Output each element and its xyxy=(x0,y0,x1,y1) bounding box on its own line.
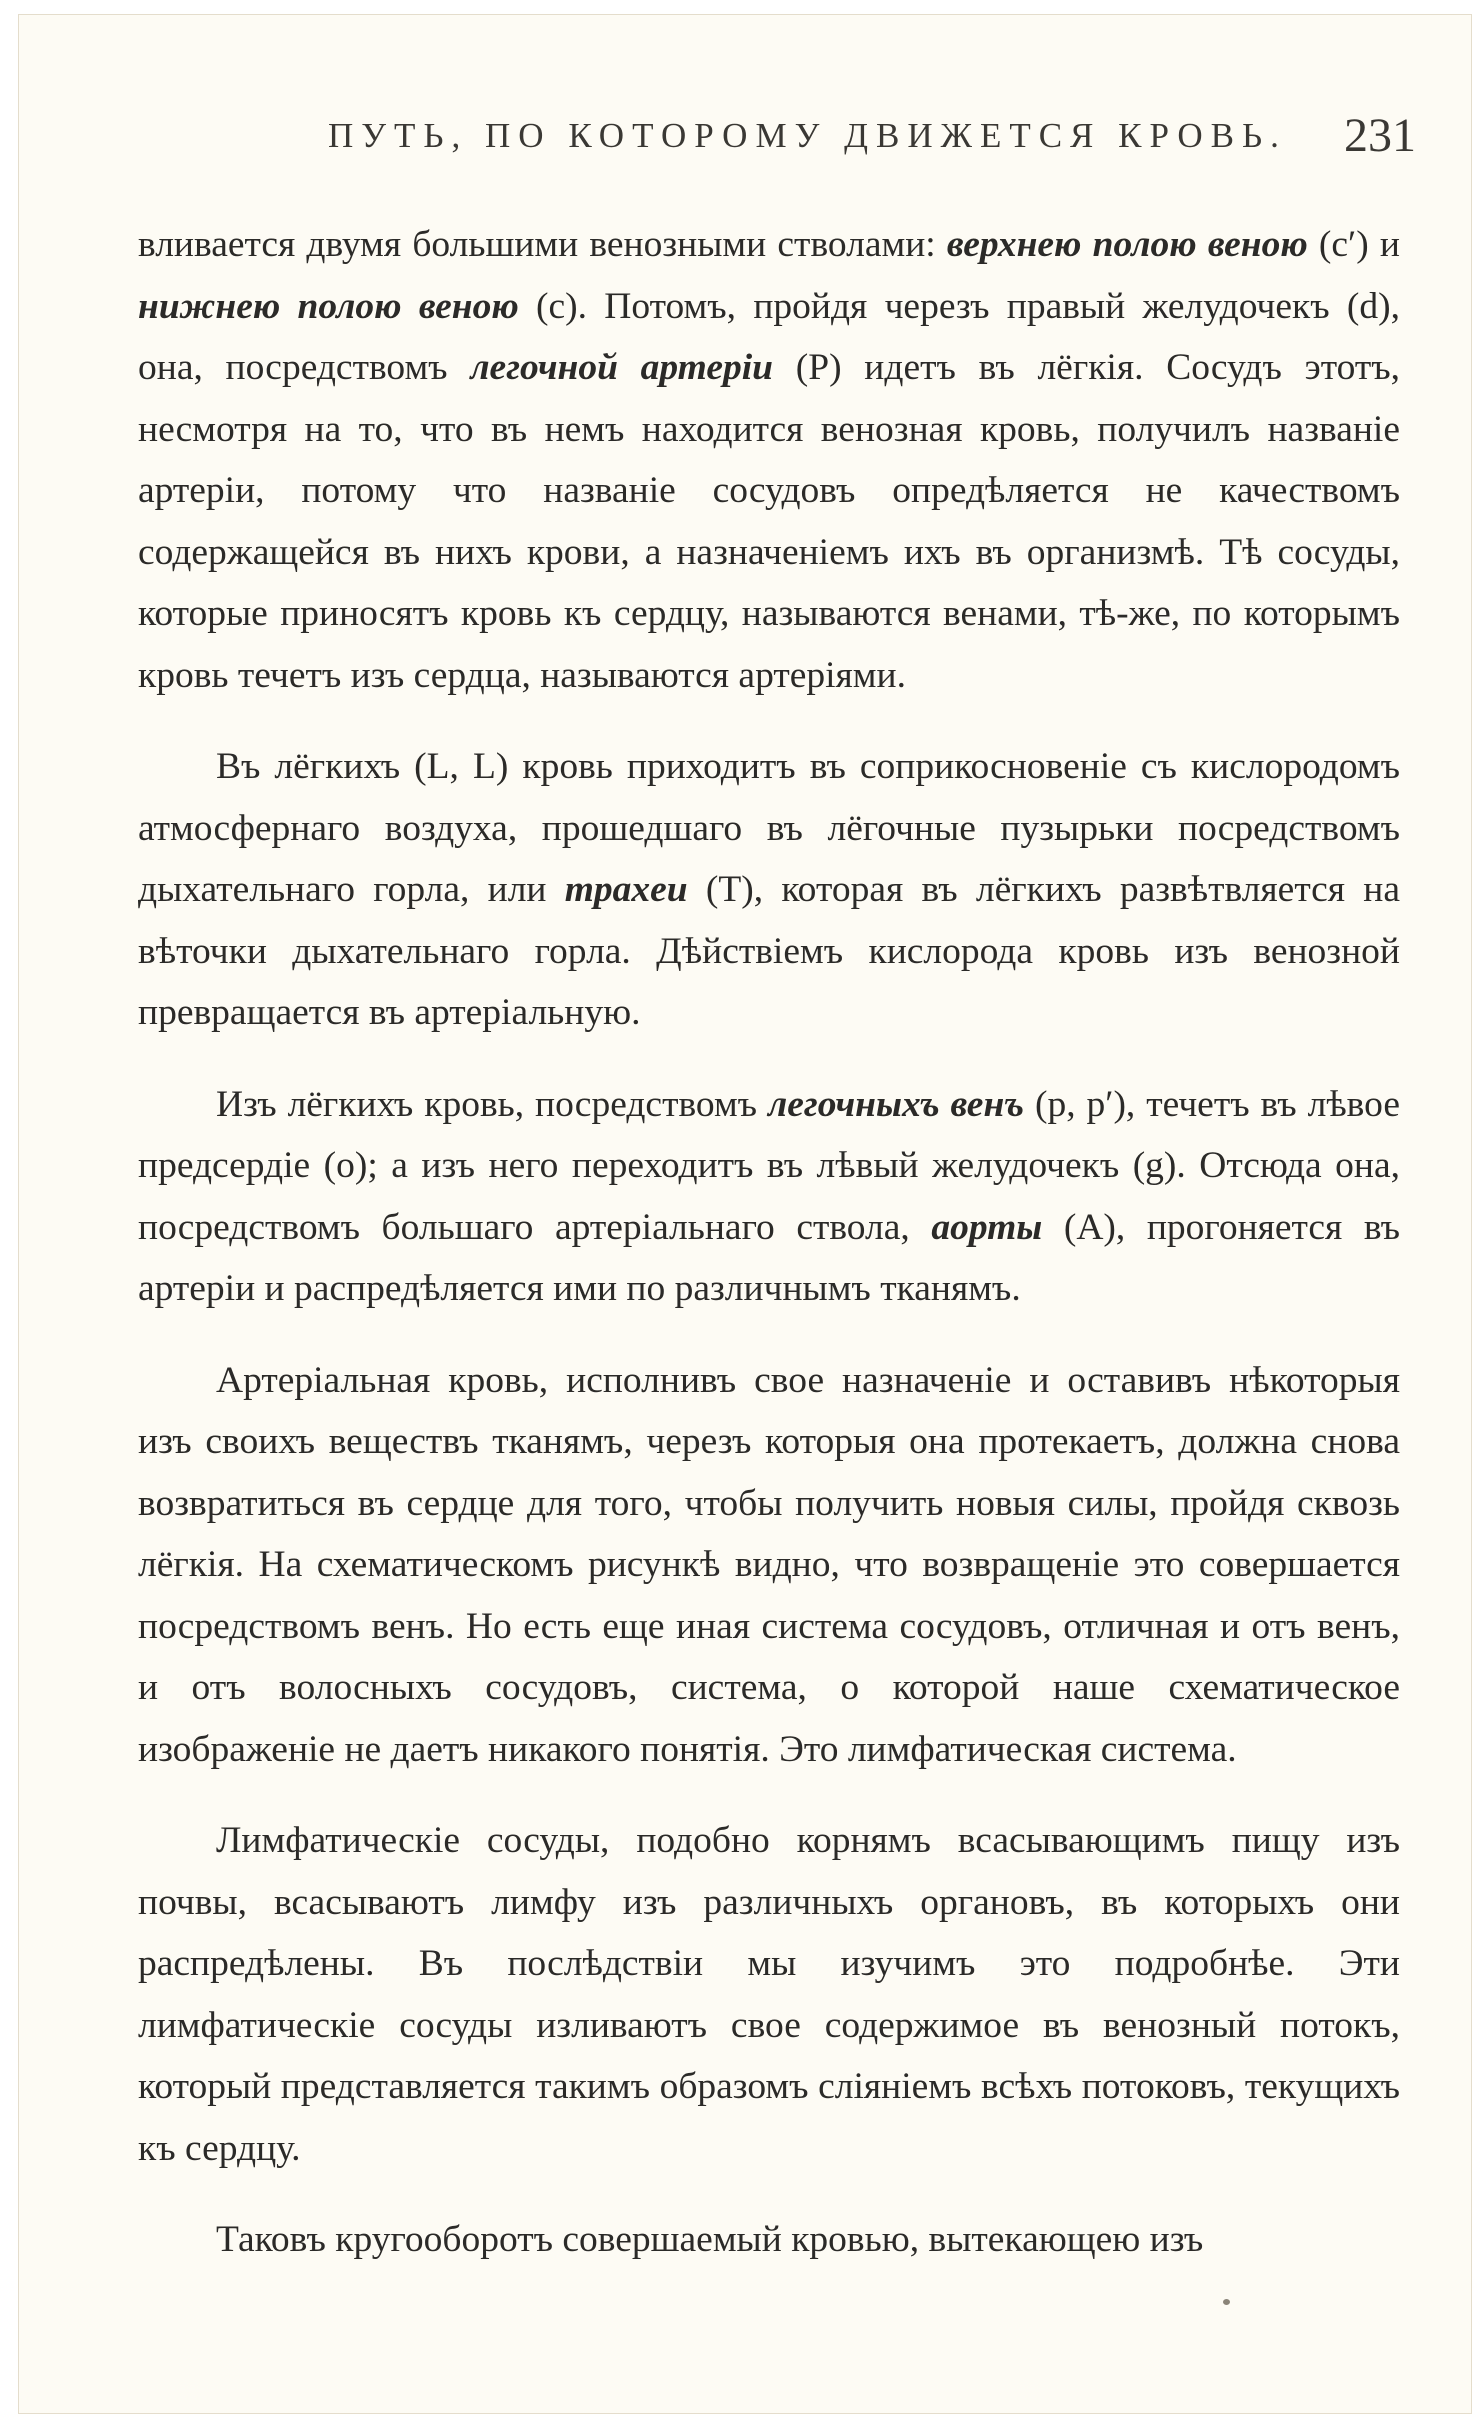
text-run: Въ лёгкихъ (L, L) кровь приходитъ въ соприкосновеніе съ кислородомъ атмосфернаго воздуха, прошедшаго въ лёгочные пузырьки посредствомъ дыхательнаго горла, или xyxy=(138,746,1400,910)
paragraph-3 xyxy=(138,1074,1400,1320)
page-header xyxy=(328,108,1416,168)
text-run: (c). Потомъ, пройдя черезъ правый желудочекъ (d), она, посредствомъ xyxy=(138,285,1400,388)
text-run: Таковъ кругооборотъ совершаемый кровью, вытекающею изъ xyxy=(216,2219,1204,2260)
term-pulmonary-artery: легочной артеріи xyxy=(470,347,774,388)
term-trachea: трахеи xyxy=(564,869,688,910)
text-run: (c′) и xyxy=(1307,224,1400,265)
ink-speck xyxy=(1223,2299,1230,2305)
term-superior-vena-cava: верхнею полою веною xyxy=(946,224,1308,265)
text-run: вливается двумя большими венозными стволами: xyxy=(138,224,947,265)
body-text xyxy=(138,214,1400,2301)
text-run: (P) идетъ въ лёгкія. Сосудъ этотъ, несмотря на то, что въ немъ находится венозная кровь, получилъ названіе артеріи, потому что названіе сосудовъ опредѣляется не качествомъ содержащейся въ нихъ крови, а назначеніемъ ихъ въ организмѣ. Тѣ сосуды, которые приносятъ кровь къ сердцу, называются венами, тѣ-же, по которымъ кровь течетъ изъ сердца, называются артеріями. xyxy=(138,347,1401,696)
text-run: Изъ лёгкихъ кровь, посредствомъ xyxy=(216,1083,768,1125)
text-run: Лимфатическіе сосуды, подобно корнямъ всасывающимъ пищу изъ почвы, всасываютъ лимфу изъ различныхъ органовъ, въ которыхъ они распредѣлены. Въ послѣдствіи мы изучимъ это подробнѣе. Эти лимфатическіе сосуды изливаютъ свое содержимое въ венозный потокъ, который представляется такимъ образомъ сліяніемъ всѣхъ потоковъ, текущихъ къ сердцу. xyxy=(138,1820,1400,2169)
paragraph-6 xyxy=(138,2209,1400,2271)
paragraph-5 xyxy=(138,1810,1400,2179)
text-run: (T), которая въ лёгкихъ развѣтвляется на вѣточки дыхательнаго горла. Дѣйствіемъ кислорода кровь изъ венозной превращается въ артеріальную. xyxy=(138,869,1401,1033)
text-run: (p, p′), течетъ въ лѣвое предсердіе (o); а изъ него переходитъ въ лѣвый желудочекъ (g). Отсюда она, посредствомъ большаго артеріальнаго ствола, xyxy=(138,1083,1400,1248)
paragraph-4 xyxy=(138,1350,1400,1781)
term-aorta: аорты xyxy=(931,1206,1043,1248)
paragraph-2 xyxy=(138,736,1400,1044)
term-inferior-vena-cava: нижнею полою веною xyxy=(138,285,519,327)
book-page xyxy=(18,14,1472,2414)
text-run: Артеріальная кровь, исполнивъ свое назначеніе и оставивъ нѣкоторыя изъ своихъ веществъ тканямъ, черезъ которыя она протекаетъ, должна снова возвратиться въ сердце для того, чтобы получить новыя силы, пройдя сквозь лёгкія. На схематическомъ рисункѣ видно, что возвращеніе это совершается посредствомъ венъ. Но есть еще иная система сосудовъ, отличная и отъ венъ, и отъ волосныхъ сосудовъ, система, о которой наше схематическое изображеніе не даетъ никакого понятія. Это лимфатическая система. xyxy=(138,1359,1400,1770)
text-run: (A), прогоняется въ артеріи и распредѣляется ими по различнымъ тканямъ. xyxy=(138,1206,1400,1309)
page-number: 231 xyxy=(1344,109,1416,162)
paragraph-1 xyxy=(138,214,1400,706)
running-title: ПУТЬ, ПО КОТОРОМУ ДВИЖЕТСЯ КРОВЬ. xyxy=(328,116,1287,155)
term-pulmonary-veins: легочныхъ венъ xyxy=(767,1083,1025,1125)
